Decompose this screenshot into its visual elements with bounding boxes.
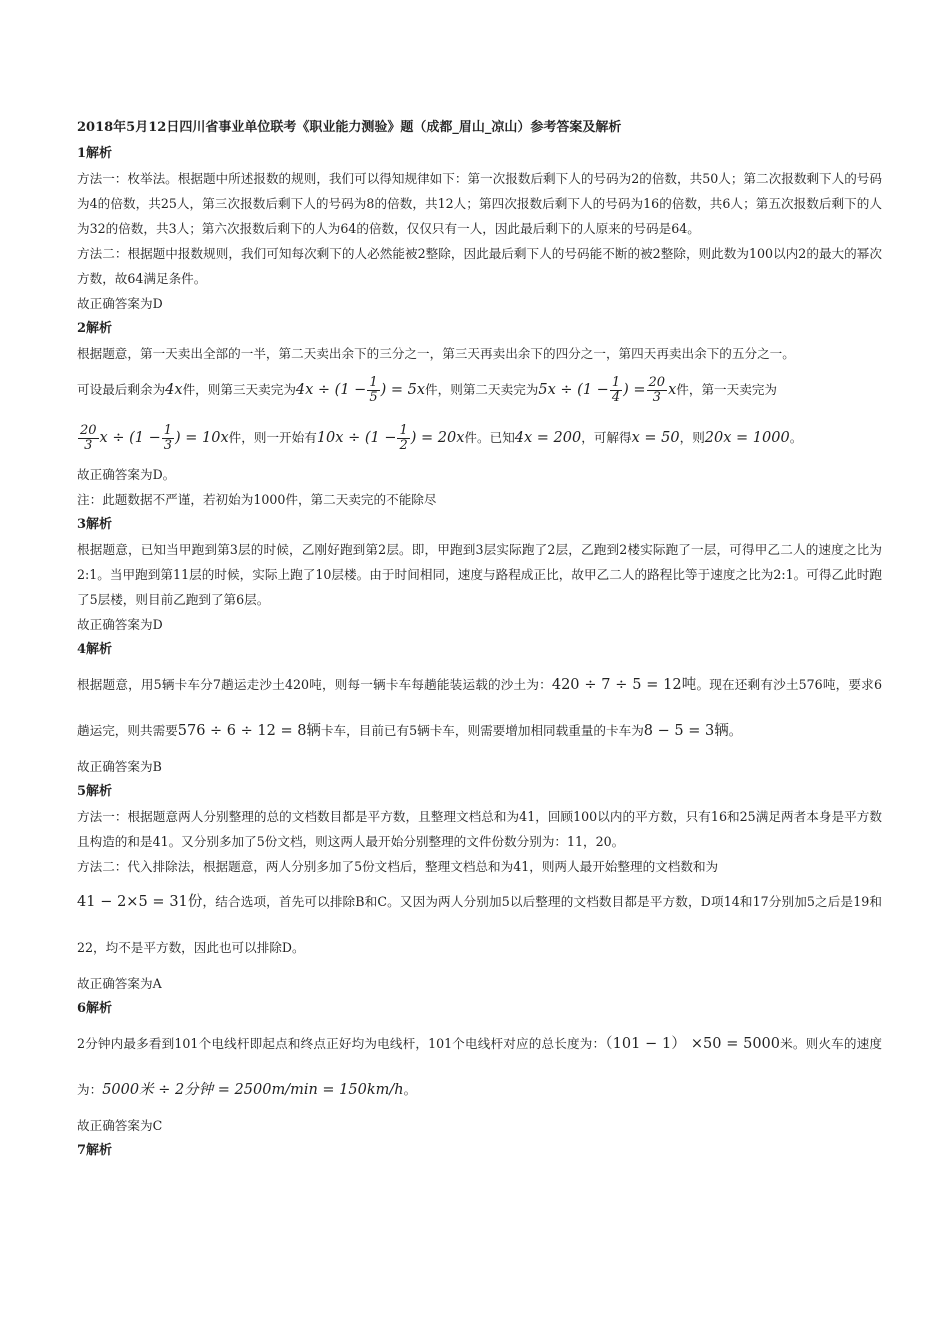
math-expression: 10x ÷ (1 − $\frac{1}{2}$ ) = 20x [316,422,465,453]
q4-solution: 根据题意，用5辆卡车分7趟运走沙土420吨，则每一辆卡车每趟能装运载的沙土为：420 ÷ 7 ÷ 5 = 12吨。现在还剩有沙土576吨，要求6趟运完，则共需要576 ÷ 6 ÷ 12 = 8辆卡车，目前已有5辆卡车，则需要增加相同载重量的卡车为8 − 5 = 3辆。 [77,677,882,739]
math-expression: 420 ÷ 7 ÷ 5 = 12吨 [551,677,697,693]
math-expression: 4x [165,382,183,398]
q4-answer: 故正确答案为B [77,759,162,774]
q5-method2-cont: 41 − 2×5 = 31份，结合选项，首先可以排除B和C。又因为两人分别加5以后整理的文档数目都是平方数，D项14和17分别加5之后是19和22，均不是平方数，因此也可以排除D。 [77,894,882,955]
q2-solution-line2: $\frac{20}{3}$ x ÷ (1 − $\frac{1}{3}$ ) = 10x件，则一开始有10x ÷ (1 − $\frac{1}{2}$ ) = 20x件。已知4x = 200，可解得x = 50，则20x = 1000。 [77,414,882,462]
q1-heading: 1解析 [77,146,113,161]
math-expression: 5x ÷ (1 − $\frac{1}{4}$ ) = $\frac{20}{3}$ x [538,374,677,405]
math-expression: 8 − 5 = 3辆 [643,723,729,739]
math-expression: 20x = 1000 [704,430,790,446]
q6-solution: 2分钟内最多看到101个电线杆即起点和终点正好均为电线杆，101个电线杆对应的总长度为：（101 − 1） ×50 = 5000米。则火车的速度为：5000米 ÷ 2分钟 = 2500m/min = 150km/h。 [77,1036,883,1098]
q3-answer: 故正确答案为D [77,617,163,632]
math-expression: 4x = 200 [514,430,582,446]
q1-method1: 方法一：枚举法。根据题中所述报数的规则，我们可以得知规律如下：第一次报数后剩下人的号码为2的倍数，共50人；第二次报数剩下人的号码为4的倍数，共25人，第三次报数后剩下人的号码为8的倍数，共12人；第四次报数后剩下人的号码为16的倍数，共6人；第五次报数后剩下的人为32的倍数，共3人；第六次报数后剩下的人为64的倍数，仅仅只有一人，因此最后剩下的人原来的号码是64。 [77,171,882,236]
math-expression: （101 − 1） ×50 = 5000 [605,1036,781,1052]
q2-solution-line1: 可设最后剩余为4x件，则第三天卖完为4x ÷ (1 − $\frac{1}{5}$ ) = 5x件，则第二天卖完为5x ÷ (1 − $\frac{1}{4}$ ) = $\frac{20}{3}$ x件，第一天卖完为 [77,374,777,405]
q5-method2: 方法二：代入排除法，根据题意，两人分别多加了5份文档后，整理文档总和为41，则两人最开始整理的文档数和为 [77,859,719,874]
q5-method1: 方法一：根据题意两人分别整理的总的文档数目都是平方数，且整理文档总和为41，回顾100以内的平方数，只有16和25满足两者本身是平方数且构造的和是41。又分别多加了5份文档，则这两人最开始分别整理的文件份数分别为：11，20。 [77,809,882,849]
math-expression: 41 − 2×5 = 31份 [77,894,203,910]
q5-answer: 故正确答案为A [77,976,162,991]
q5-heading: 5解析 [77,784,113,799]
document-title: 2018年5月12日四川省事业单位联考《职业能力测验》题（成都_眉山_凉山）参考答案及解析 [77,120,622,135]
q6-answer: 故正确答案为C [77,1118,163,1133]
q2-heading: 2解析 [77,321,113,336]
document-body [77,115,882,1163]
q1-answer: 故正确答案为D [77,296,163,311]
q1-method2: 方法二：根据题中报数规则，我们可知每次剩下的人必然能被2整除，因此最后剩下人的号码能不断的被2整除，则此数为100以内2的最大的幂次方数，故64满足条件。 [77,246,882,286]
math-expression: 576 ÷ 6 ÷ 12 = 8辆 [177,723,321,739]
q2-answer: 故正确答案为D。 [77,467,176,482]
math-expression: 4x ÷ (1 − $\frac{1}{5}$ ) = 5x [295,374,426,405]
q6-heading: 6解析 [77,1001,113,1016]
q4-heading: 4解析 [77,642,113,657]
q2-note: 注：此题数据不严谨，若初始为1000件，第二天卖完的不能除尽 [77,492,437,507]
math-expression: 5000米 ÷ 2分钟 = 2500m/min = 150km/h [102,1082,404,1098]
q3-solution: 根据题意，已知当甲跑到第3层的时候，乙刚好跑到第2层。即，甲跑到3层实际跑了2层，乙跑到2楼实际跑了一层，可得甲乙二人的速度之比为2:1。当甲跑到第11层的时候，实际上跑了10层楼。由于时间相同，速度与路程成正比，故甲乙二人的路程比等于速度之比为2:1。可得乙此时跑了5层楼，则目前乙跑到了第6层。 [77,542,882,607]
q2-intro: 根据题意，第一天卖出全部的一半，第二天卖出余下的三分之一，第三天再卖出余下的四分之一，第四天再卖出余下的五分之一。 [77,346,795,361]
q3-heading: 3解析 [77,517,113,532]
q7-heading: 7解析 [77,1143,113,1158]
math-expression: $\frac{20}{3}$ x ÷ (1 − $\frac{1}{3}$ ) = 10x [80,422,229,453]
math-expression: x = 50 [631,430,680,446]
